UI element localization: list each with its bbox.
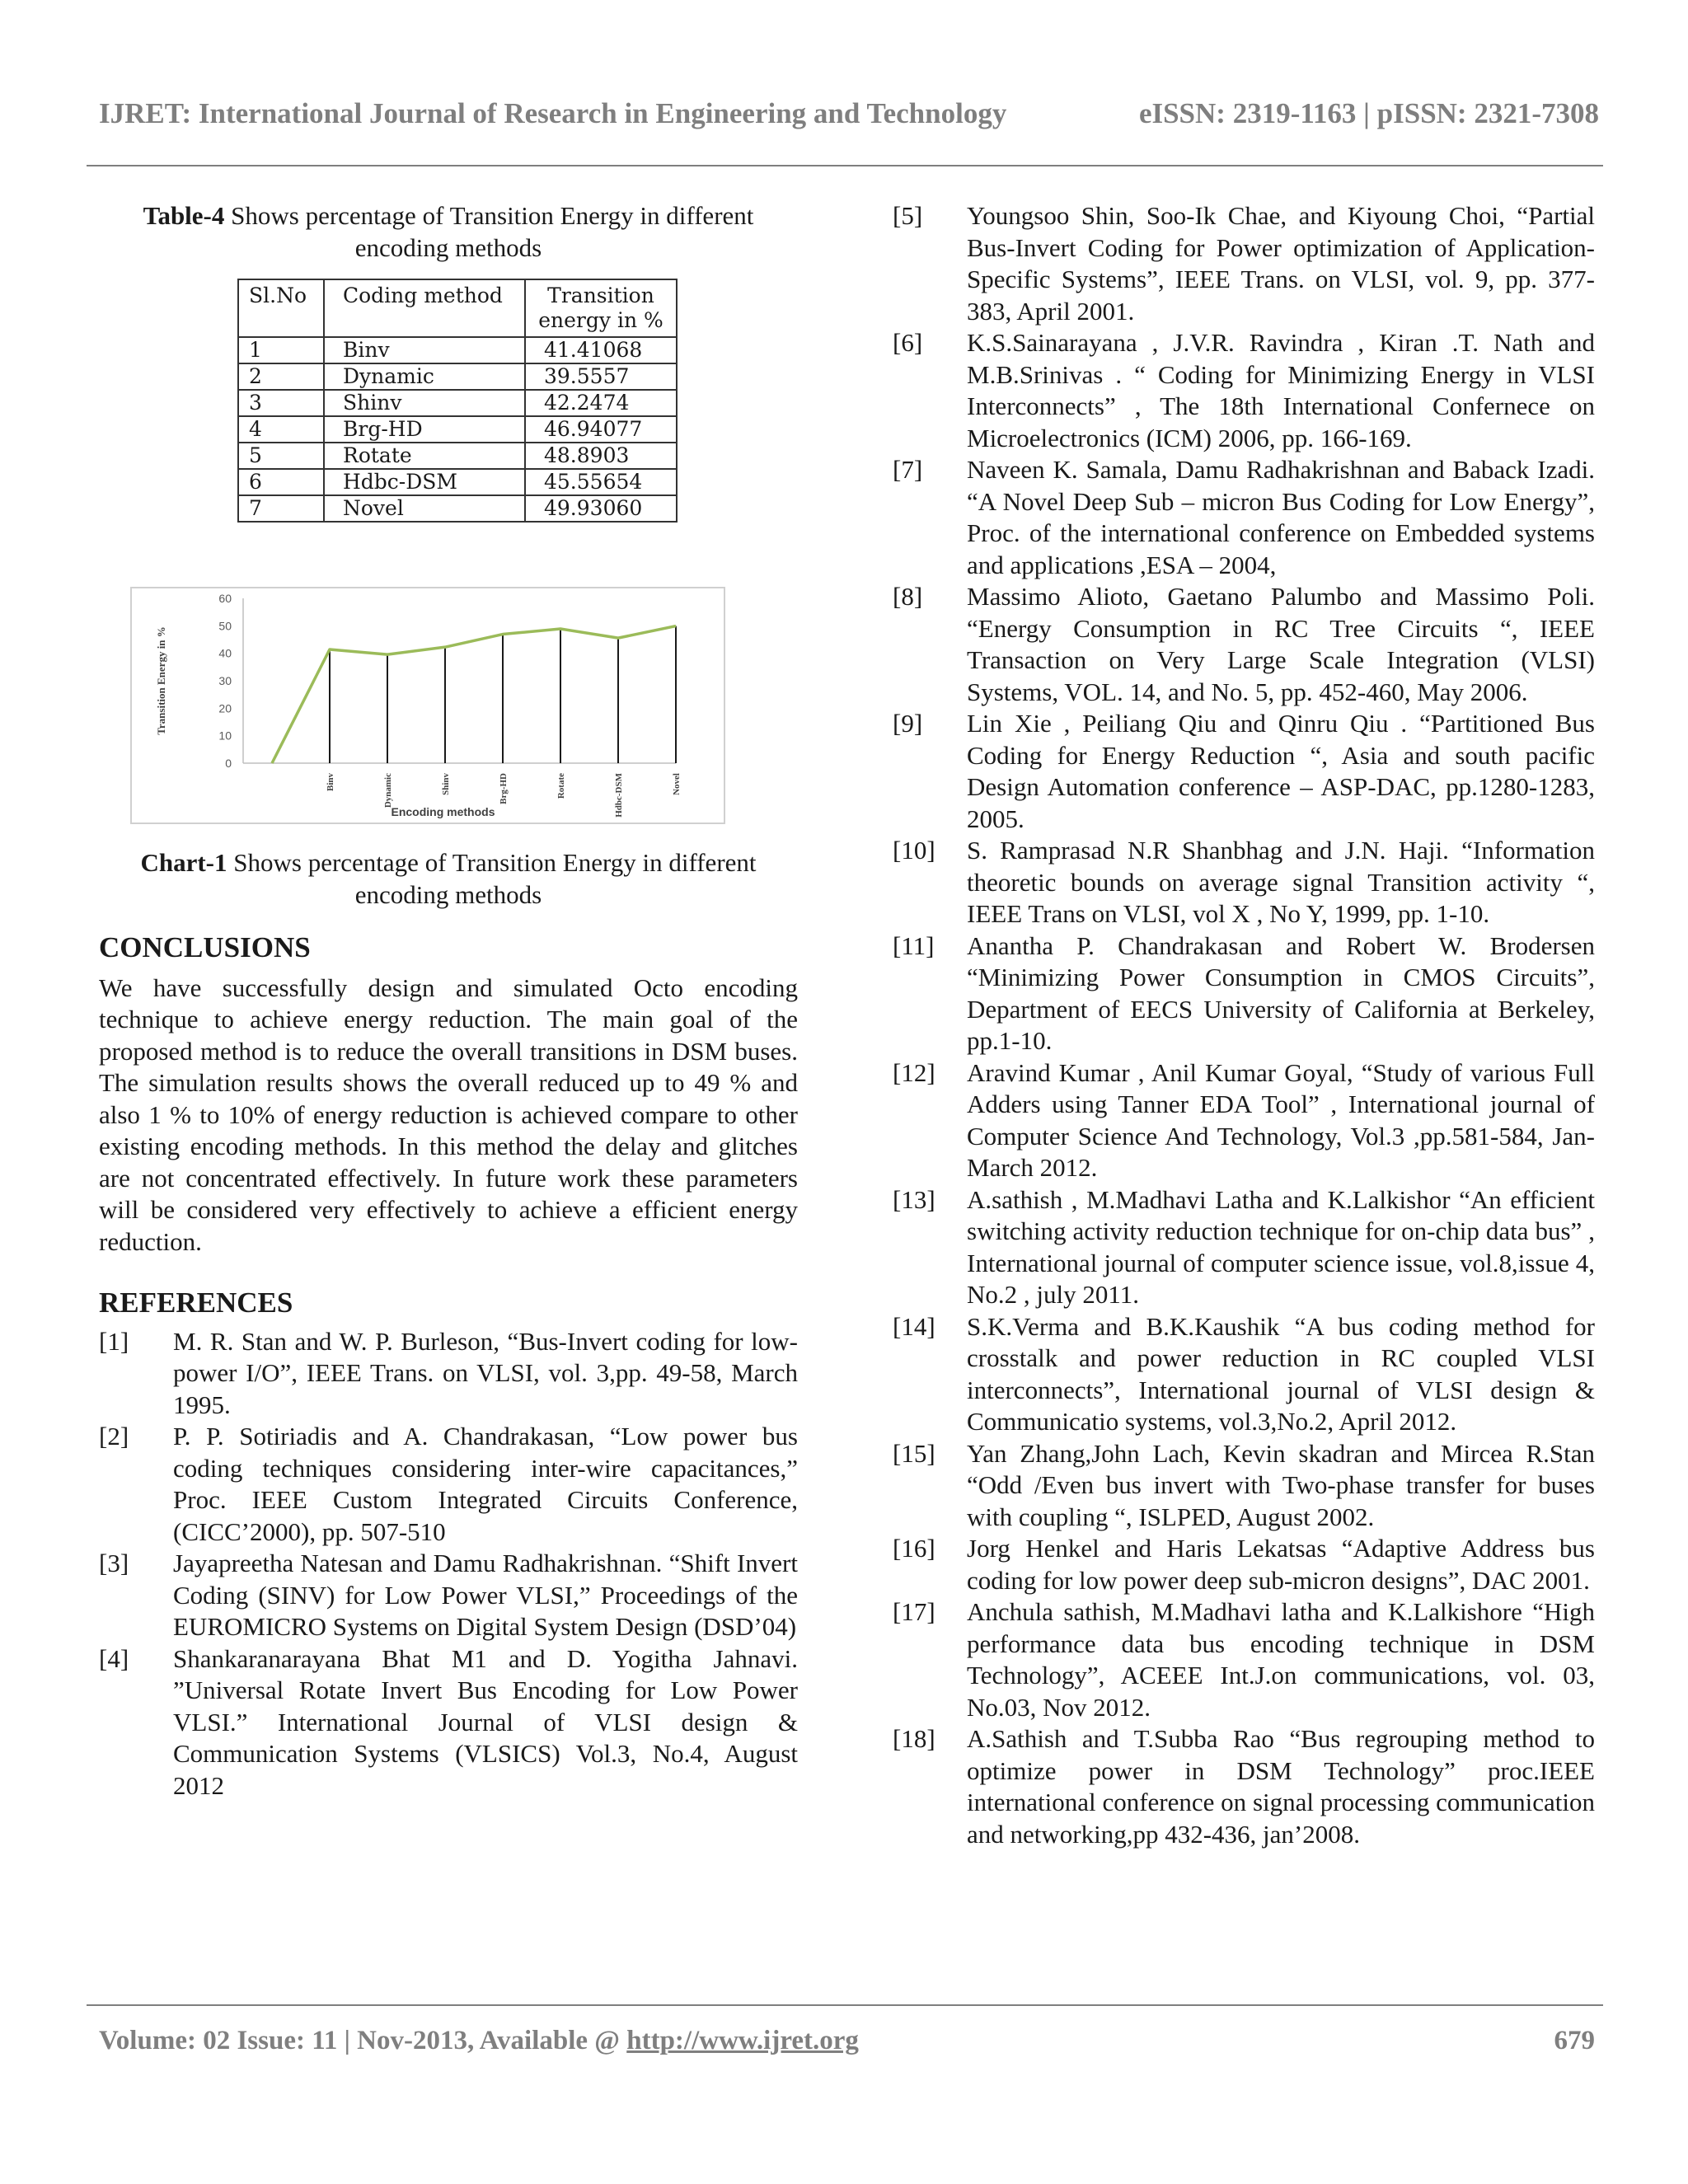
references-right bbox=[893, 200, 1595, 1850]
reference-text: Naveen K. Samala, Damu Radhakrishnan and Baback Izadi. “A Novel Deep Sub – micron Bus Coding for Low Energy”, Proc. of the international conference on Embedded systems and applications ,ESA – 2004, bbox=[967, 455, 1595, 579]
table-row bbox=[238, 337, 677, 363]
reference-number: [5] bbox=[893, 201, 923, 230]
y-tick-label: 0 bbox=[225, 757, 232, 770]
table-body bbox=[238, 337, 677, 522]
table-header-cell: Sl.No bbox=[238, 279, 324, 337]
reference-number: [10] bbox=[893, 836, 935, 865]
x-tick-label: Dynamic bbox=[383, 773, 393, 808]
reference-item bbox=[893, 1057, 1595, 1184]
chart-caption: Chart-1 Shows percentage of Transition Energy in different encoding methods bbox=[140, 848, 757, 909]
series-line bbox=[272, 626, 676, 763]
page-footer bbox=[99, 2026, 1595, 2056]
issn-text: eISSN: 2319-1163 | pISSN: 2321-7308 bbox=[1138, 97, 1599, 129]
reference-text: Youngsoo Shin, Soo-Ik Chae, and Kiyoung Choi, “Partial Bus-Invert Coding for Power optimization of Application-Specific Systems”, IEEE Trans. on VLSI, vol. 9, pp. 377-383, April 2001. bbox=[967, 201, 1595, 326]
y-tick-label: 40 bbox=[218, 646, 232, 660]
table-cell: Binv bbox=[324, 337, 525, 363]
table-cell: 39.5557 bbox=[525, 363, 677, 390]
reference-text: K.S.Sainarayana , J.V.R. Ravindra , Kiran .T. Nath and M.B.Srinivas . “ Coding for Minimizing Energy in VLSI Interconnects” , The 18th International Confernece on Microelectronics (ICM) 2006, pp. 166-169. bbox=[967, 328, 1595, 452]
table-cell: 2 bbox=[238, 363, 324, 390]
y-tick-label: 20 bbox=[218, 701, 232, 715]
journal-title: IJRET: International Journal of Research in Engineering and Technology bbox=[99, 97, 1007, 129]
reference-item bbox=[99, 1548, 798, 1643]
x-tick-label: Shinv bbox=[441, 773, 451, 795]
reference-text: A.Sathish and T.Subba Rao “Bus regrouping method to optimize power in DSM Technology” proc.IEEE international conference on signal processing communication and networking,pp 432-436, jan’2008. bbox=[967, 1724, 1595, 1849]
reference-number: [2] bbox=[99, 1422, 129, 1451]
table-cell: 48.8903 bbox=[525, 443, 677, 469]
x-axis-title: Encoding methods bbox=[391, 805, 495, 818]
table-caption: Table-4 Shows percentage of Transition Energy in different encoding methods bbox=[143, 201, 754, 262]
table-cell: 41.41068 bbox=[525, 337, 677, 363]
reference-number: [11] bbox=[893, 930, 935, 960]
reference-number: [18] bbox=[893, 1724, 935, 1753]
reference-item bbox=[893, 1533, 1595, 1596]
y-tick-label: 30 bbox=[218, 674, 232, 687]
conclusions-heading: CONCLUSIONS bbox=[99, 931, 311, 963]
reference-number: [15] bbox=[893, 1438, 935, 1468]
footer-volume: Volume: 02 Issue: 11 | Nov-2013, Available @ http://www.ijret.org bbox=[99, 2026, 859, 2055]
reference-text: P. P. Sotiriadis and A. Chandrakasan, “Low power bus coding techniques considering inter-wire capacitances,” Proc. IEEE Custom Integrated Circuits Conference, (CICC’2000), pp. 507-510 bbox=[173, 1422, 798, 1546]
table-row bbox=[238, 416, 677, 443]
table-row bbox=[238, 390, 677, 416]
reference-text: Jorg Henkel and Haris Lekatsas “Adaptive Address bus coding for low power deep sub-micron designs”, DAC 2001. bbox=[967, 1534, 1595, 1595]
table-cell: 6 bbox=[238, 469, 324, 495]
table-cell: Hdbc-DSM bbox=[324, 469, 525, 495]
y-axis-title: Transition Energy in % bbox=[155, 626, 167, 735]
table-cell: Shinv bbox=[324, 390, 525, 416]
reference-number: [9] bbox=[893, 709, 923, 738]
reference-number: [4] bbox=[99, 1643, 129, 1673]
reference-text: S.K.Verma and B.K.Kaushik “A bus coding method for crosstalk and power reduction in RC coupled VLSI interconnects”, International journal of VLSI design & Communicatio systems, vol.3,No.2, April 2012. bbox=[967, 1311, 1595, 1436]
table-cell: 4 bbox=[238, 416, 324, 443]
reference-item bbox=[893, 327, 1595, 454]
right-column bbox=[893, 200, 1595, 1850]
reference-item bbox=[99, 1643, 798, 1802]
reference-item bbox=[893, 1723, 1595, 1850]
x-tick-label: Rotate bbox=[556, 773, 566, 799]
reference-item bbox=[99, 1421, 798, 1548]
reference-item bbox=[893, 1438, 1595, 1534]
reference-number: [12] bbox=[893, 1057, 935, 1087]
table-cell: 45.55654 bbox=[525, 469, 677, 495]
table-cell: 42.2474 bbox=[525, 390, 677, 416]
chart-1 bbox=[130, 587, 725, 824]
table-header-row bbox=[238, 279, 677, 337]
table-cell: Rotate bbox=[324, 443, 525, 469]
header-rule bbox=[87, 165, 1603, 166]
left-column bbox=[99, 200, 798, 1802]
table-header-cell: Coding method bbox=[324, 279, 525, 337]
reference-text: Lin Xie , Peiliang Qiu and Qinru Qiu . “Partitioned Bus Coding for Energy Reduction “, Asia and south pacific Design Automation conference – ASP-DAC, pp.1280-1283, 2005. bbox=[967, 709, 1595, 833]
table-4 bbox=[237, 279, 678, 523]
reference-number: [17] bbox=[893, 1597, 935, 1626]
table-row bbox=[238, 469, 677, 495]
table-row bbox=[238, 443, 677, 469]
line-chart bbox=[132, 588, 724, 823]
reference-number: [3] bbox=[99, 1549, 129, 1577]
reference-text: A.sathish , M.Madhavi Latha and K.Lalkishor “An efficient switching activity reduction technique for on-chip data bus” , International journal of computer science issue, vol.8,issue 4, No.2 , july 2011. bbox=[967, 1184, 1595, 1309]
x-tick-label: Brg-HD bbox=[499, 773, 509, 804]
reference-item bbox=[893, 581, 1595, 708]
table-cell: Brg-HD bbox=[324, 416, 525, 443]
reference-item bbox=[893, 1311, 1595, 1438]
reference-text: Shankaranarayana Bhat M1 and D. Yogitha Jahnavi. ”Universal Rotate Invert Bus Encoding for Low Power VLSI.” International Journal of VLSI design & Communication Systems (VLSICS) Vol.3, No.4, August 2012 bbox=[173, 1643, 798, 1800]
page-header bbox=[99, 97, 1599, 130]
references-left bbox=[99, 1326, 798, 1802]
y-tick-label: 50 bbox=[218, 619, 232, 633]
conclusions-body: We have successfully design and simulated Octo encoding technique to achieve energy reduction. The main goal of the proposed method is to reduce the overall transitions in DSM buses. The simulation results shows the overall reduced up to 49 % and also 1 % to 10% of energy reduction is achieved compare to other existing encoding methods. In this method the delay and glitches are not concentrated effectively. In future work these parameters will be considered very effectively to achieve a efficient energy reduction. bbox=[99, 972, 798, 1256]
y-tick-label: 60 bbox=[218, 592, 232, 605]
table-cell: 7 bbox=[238, 495, 324, 522]
reference-number: [16] bbox=[893, 1534, 935, 1563]
table-row bbox=[238, 363, 677, 390]
reference-item bbox=[893, 835, 1595, 930]
reference-item bbox=[893, 200, 1595, 327]
table-cell: 1 bbox=[238, 337, 324, 363]
reference-item bbox=[99, 1326, 798, 1422]
references-heading: REFERENCES bbox=[99, 1286, 293, 1319]
journal-link[interactable]: http://www.ijret.org bbox=[626, 2026, 859, 2055]
table-cell: 5 bbox=[238, 443, 324, 469]
reference-number: [13] bbox=[893, 1184, 935, 1214]
reference-item bbox=[893, 454, 1595, 581]
y-tick-label: 10 bbox=[218, 729, 232, 743]
table-cell: 3 bbox=[238, 390, 324, 416]
reference-number: [8] bbox=[893, 582, 923, 611]
reference-number: [1] bbox=[99, 1326, 129, 1356]
page-number: 679 bbox=[1554, 2026, 1595, 2055]
table-cell: Dynamic bbox=[324, 363, 525, 390]
reference-item bbox=[893, 1184, 1595, 1311]
reference-item bbox=[893, 1596, 1595, 1723]
reference-text: Anchula sathish, M.Madhavi latha and K.Lalkishore “High performance data bus encoding technique in DSM Technology”, ACEEE Int.J.on communications, vol. 03, No.03, Nov 2012. bbox=[967, 1597, 1595, 1722]
table-cell: Novel bbox=[324, 495, 525, 522]
reference-text: S. Ramprasad N.R Shanbhag and J.N. Haji. “Information theoretic bounds on average signal Transition activity “, IEEE Trans on VLSI, vol X , No Y, 1999, pp. 1-10. bbox=[967, 836, 1595, 928]
reference-item bbox=[893, 708, 1595, 835]
reference-text: M. R. Stan and W. P. Burleson, “Bus-Invert coding for low-power I/O”, IEEE Trans. on VLSI, vol. 3,pp. 49-58, March 1995. bbox=[173, 1326, 798, 1419]
table-header-cell: Transition energy in % bbox=[525, 279, 677, 337]
table-4-wrapper bbox=[237, 279, 798, 523]
x-tick-label: Binv bbox=[326, 773, 335, 792]
table-cell: 49.93060 bbox=[525, 495, 677, 522]
reference-text: Massimo Alioto, Gaetano Palumbo and Massimo Poli. “Energy Consumption in RC Tree Circuits “, IEEE Transaction on Very Large Scale Integration (VLSI) Systems, VOL. 14, and No. 5, pp. 452-460, May 2006. bbox=[967, 582, 1595, 706]
footer-rule bbox=[87, 2004, 1603, 2006]
reference-text: Jayapreetha Natesan and Damu Radhakrishnan. “Shift Invert Coding (SINV) for Low Power VLSI,” Proceedings of the EUROMICRO Systems on Digital System Design (DSD’04) bbox=[173, 1549, 798, 1641]
reference-text: Anantha P. Chandrakasan and Robert W. Brodersen “Minimizing Power Consumption in CMOS Circuits”, Department of EECS University of California at Berkeley, pp.1-10. bbox=[967, 930, 1595, 1055]
reference-text: Aravind Kumar , Anil Kumar Goyal, “Study of various Full Adders using Tanner EDA Tool” , International journal of Computer Science And Technology, Vol.3 ,pp.581-584, Jan- March 2012. bbox=[967, 1057, 1595, 1182]
reference-text: Yan Zhang,John Lach, Kevin skadran and Mircea R.Stan “Odd /Even bus invert with Two-phase transfer for buses with coupling “, ISLPED, August 2002. bbox=[967, 1438, 1595, 1531]
reference-number: [7] bbox=[893, 455, 923, 484]
reference-number: [14] bbox=[893, 1311, 935, 1341]
reference-item bbox=[893, 930, 1595, 1057]
x-tick-label: Hdbc-DSM bbox=[614, 773, 624, 818]
reference-number: [6] bbox=[893, 328, 923, 357]
table-cell: 46.94077 bbox=[525, 416, 677, 443]
table-row bbox=[238, 495, 677, 522]
x-tick-label: Novel bbox=[672, 773, 682, 795]
